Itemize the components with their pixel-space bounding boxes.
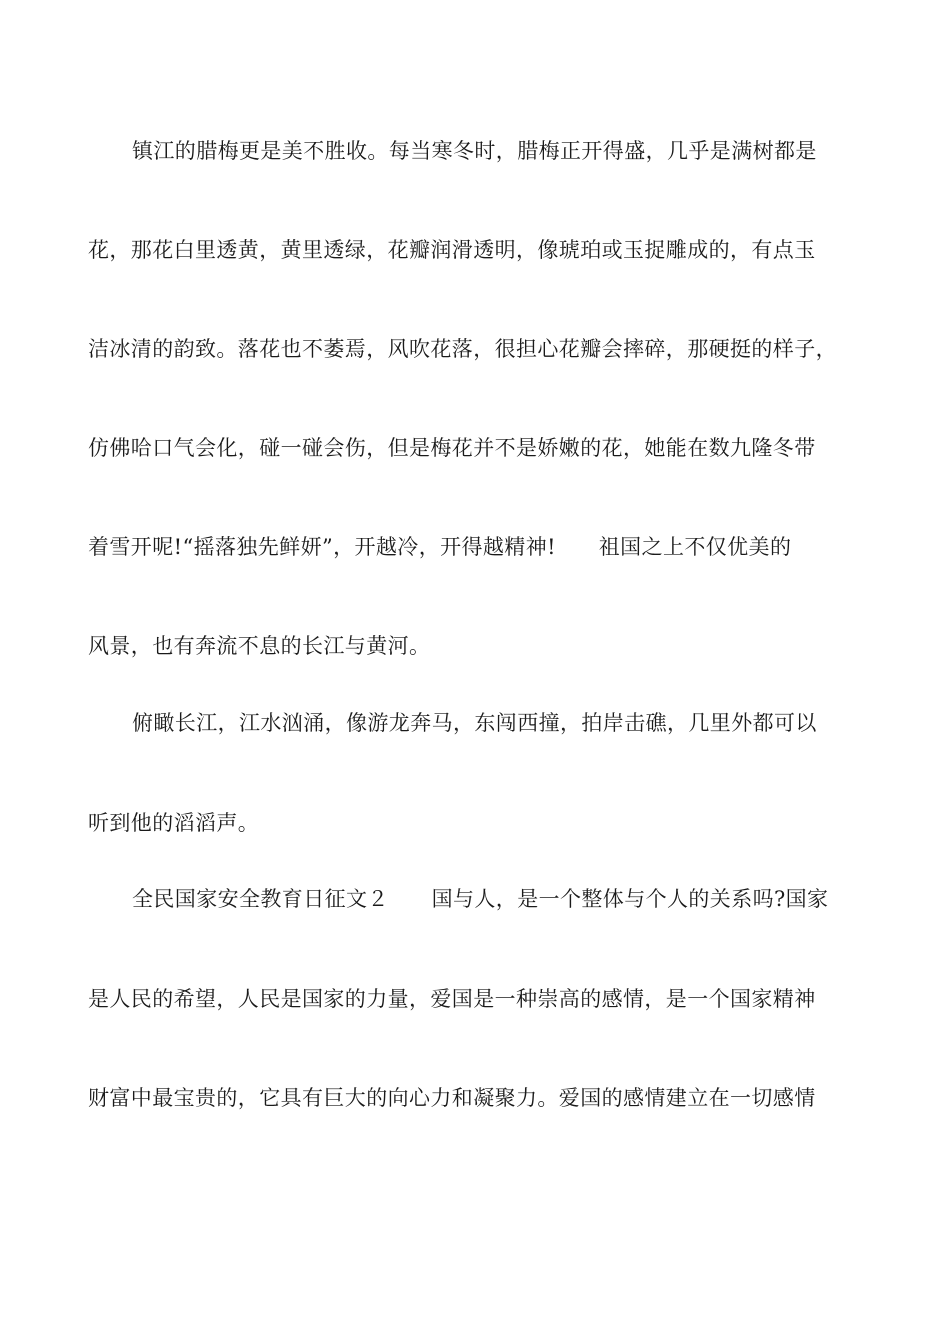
paragraph-line: 仿佛哈口气会化，碰一碰会伤，但是梅花并不是娇嫩的花，她能在数九隆冬带 xyxy=(88,436,816,460)
paragraph-line: 着雪开呢!“摇落独先鲜妍”，开越冷，开得越精神! 祖国之上不仅优美的 xyxy=(88,535,792,559)
paragraph-line: 俯瞰长江，江水汹涌，像游龙奔马，东闯西撞，拍岸击礁，几里外都可以 xyxy=(132,711,817,735)
paragraph-line: 听到他的滔滔声。 xyxy=(88,811,260,835)
paragraph-line: 镇江的腊梅更是美不胜收。每当寒冬时，腊梅正开得盛，几乎是满树都是 xyxy=(132,139,817,163)
paragraph-line: 财富中最宝贵的，它具有巨大的向心力和凝聚力。爱国的感情建立在一切感情 xyxy=(88,1086,816,1110)
paragraph-line: 花，那花白里透黄，黄里透绿，花瓣润滑透明，像琥珀或玉捉雕成的，有点玉 xyxy=(88,238,816,262)
paragraph-line: 全民国家安全教育日征文２ 国与人，是一个整体与个人的关系吗?国家 xyxy=(132,887,829,911)
paragraph-line: 洁冰清的韵致。落花也不萎焉，风吹花落，很担心花瓣会摔碎，那硬挺的样子， xyxy=(88,337,837,361)
paragraph-line: 是人民的希望，人民是国家的力量，爱国是一种崇高的感情，是一个国家精神 xyxy=(88,987,816,1011)
paragraph-line: 风景，也有奔流不息的长江与黄河。 xyxy=(88,634,431,658)
